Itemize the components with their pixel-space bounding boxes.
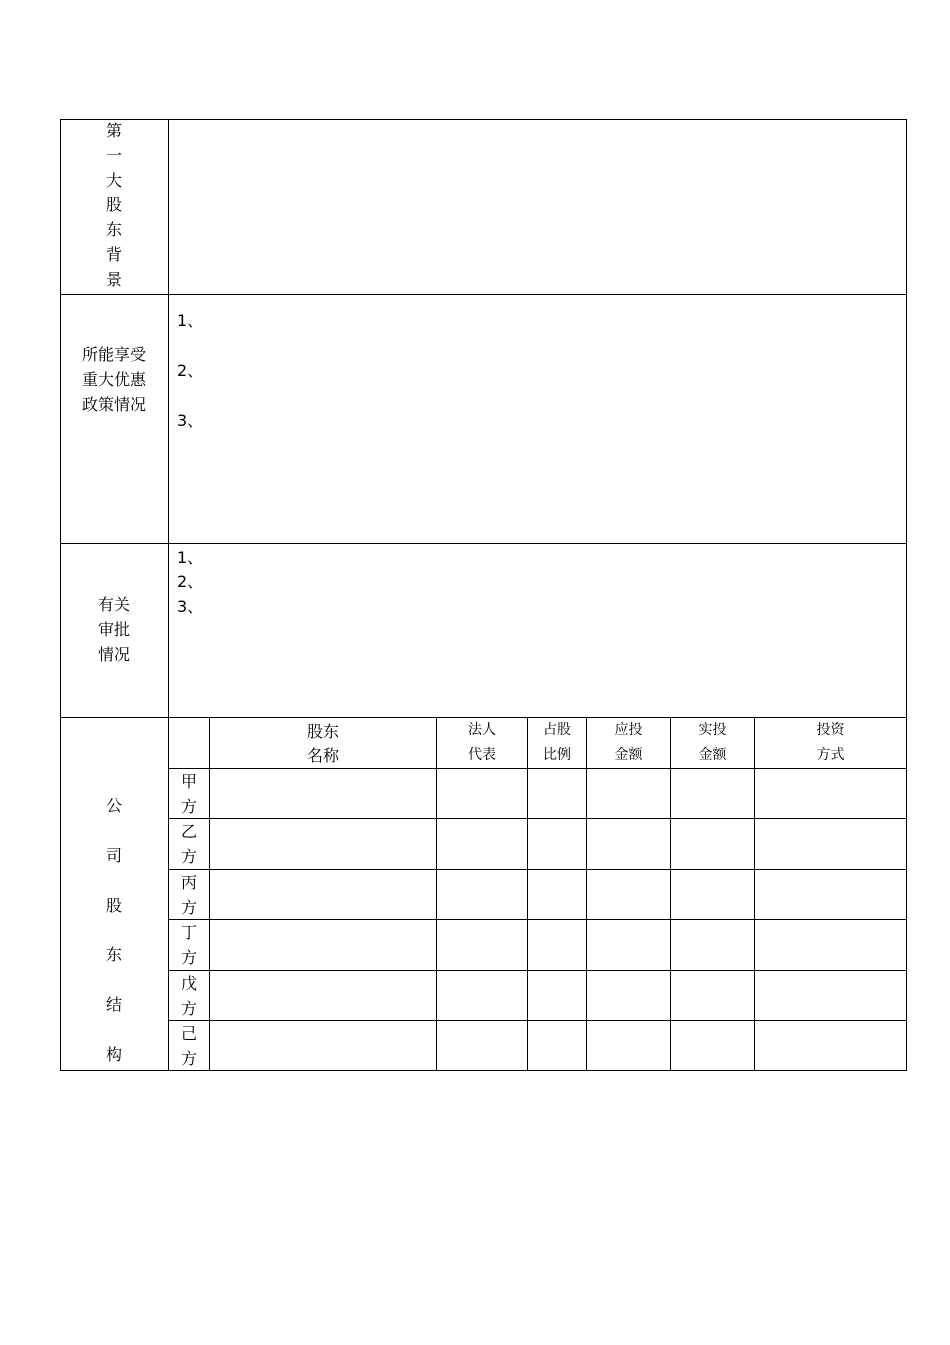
row-label: 丁	[180, 923, 197, 942]
list-item-number: 3、	[177, 597, 204, 616]
column-header-legal-rep: 代表	[468, 747, 496, 763]
column-header-subscribed-amount: 金额	[614, 747, 643, 763]
list-item-number: 3、	[177, 411, 204, 430]
section-label-line: 政策情况	[81, 395, 146, 414]
section-label-line: 审批	[97, 620, 130, 639]
list-item-number: 2、	[177, 361, 204, 380]
column-header-paid-amount: 实投	[698, 722, 727, 738]
column-header-investment-method: 投资	[816, 722, 845, 738]
row-label: 戊	[180, 974, 197, 993]
row-label: 方	[180, 999, 197, 1018]
row-label: 己	[180, 1024, 197, 1043]
section-label-line: 重大优惠	[81, 370, 146, 389]
section-label-char: 东	[105, 945, 122, 964]
row-label: 乙	[180, 822, 197, 841]
row-label: 方	[180, 847, 197, 866]
section-label-line: 所能享受	[81, 345, 146, 364]
table-data-area[interactable]	[210, 769, 906, 1070]
list-item-number: 2、	[177, 572, 204, 591]
row-label: 丙	[180, 873, 197, 892]
section-label-char: 股	[105, 896, 122, 915]
list-item-number: 1、	[177, 311, 204, 330]
row-label: 方	[180, 797, 197, 816]
section-label-char: 景	[105, 270, 122, 289]
row-label: 方	[180, 1049, 197, 1068]
section-label-char: 公	[105, 796, 122, 815]
section-label-char: 股	[105, 195, 122, 214]
column-header-share-ratio: 比例	[543, 747, 571, 763]
section-label-char: 第	[105, 121, 122, 140]
section-label-char: 背	[105, 245, 122, 264]
section-label-char: 司	[105, 846, 122, 865]
column-header-paid-amount: 金额	[698, 747, 727, 763]
section-label-char: 结	[105, 995, 122, 1014]
section-label-line: 情况	[97, 645, 130, 664]
row-label: 方	[180, 948, 197, 967]
section-label-char: 构	[105, 1045, 122, 1064]
column-header-shareholder-name: 名称	[306, 746, 339, 765]
background-input-area[interactable]	[169, 120, 906, 294]
border-right	[906, 119, 907, 1071]
section-label-char: 一	[105, 146, 122, 165]
row-label: 方	[180, 898, 197, 917]
column-header-investment-method: 方式	[816, 747, 845, 763]
column-header-subscribed-amount: 应投	[614, 722, 643, 738]
column-header-share-ratio: 占股	[543, 722, 571, 738]
approval-input-area[interactable]	[200, 544, 906, 717]
row-label: 甲	[180, 772, 197, 791]
column-header-shareholder-name: 股东	[306, 722, 339, 741]
policies-input-area[interactable]	[200, 295, 906, 543]
section-label-char: 大	[105, 171, 122, 190]
section-label-line: 有关	[97, 595, 130, 614]
section-label-char: 东	[105, 220, 122, 239]
column-header-legal-rep: 法人	[468, 722, 496, 738]
list-item-number: 1、	[177, 548, 204, 567]
